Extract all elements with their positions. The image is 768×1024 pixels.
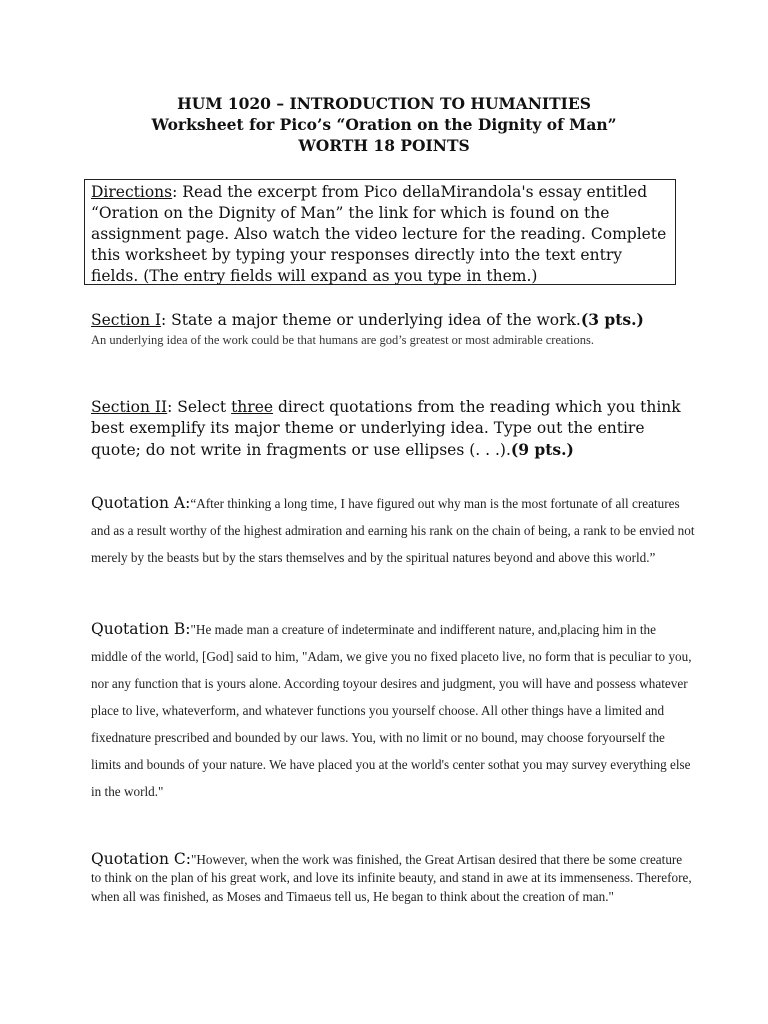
quotation-a [91, 490, 695, 571]
worksheet-header [0, 93, 768, 156]
directions-colon: : [172, 183, 178, 201]
section-2-points: (9 pts.) [510, 440, 574, 459]
course-title: HUM 1020 – INTRODUCTION TO HUMANITIES [177, 94, 591, 113]
section-2-prompt [91, 397, 691, 461]
section-1-label: Section I [91, 311, 162, 329]
quotation-b [91, 616, 695, 805]
quotation-b-answer-field[interactable]: "He made man a creature of indeterminate and indifferent nature, and,placing him in the middle of the world, [God] said to him, "Adam, we give you no fixed placeto live, no form that is peculiar to you, nor any function that is yours alone. According toyour desires and judgment, you will have and possess whatever place to live, whateverform, and whatever functions you yourself choose. All other things have a limited and fixednature prescribed and bounded by our laws. You, with no limit or no bound, may choose foryourself the limits and bounds of your nature. We have placed you at the world's center sothat you may survey everything else in the world." [91, 622, 692, 799]
section-1-text: : State a major theme or underlying idea of the work. [161, 311, 581, 329]
section-2-label: Section II [91, 398, 168, 416]
section-1-points: (3 pts.) [580, 310, 644, 329]
quotation-a-label: Quotation A: [91, 494, 191, 512]
worth-points: WORTH 18 POINTS [298, 136, 470, 155]
quotation-c-label: Quotation C: [91, 850, 192, 868]
directions-label: Directions [91, 183, 173, 201]
section-2-underlined: three [231, 398, 274, 416]
section-1-answer-field[interactable]: An underlying idea of the work could be that humans are god’s greatest or most admirable creations. [91, 333, 594, 347]
section-2-text-after: direct quotations from the reading which you think best exemplify its major theme or underlying idea. Type out the entire quote; do not write in fragments or use ellipses (. . .). [91, 398, 681, 459]
directions-box [84, 179, 676, 285]
worksheet-title: Worksheet for Pico’s “Oration on the Dignity of Man” [151, 115, 617, 134]
section-1-prompt [91, 309, 691, 331]
section-2-text-before: : Select [167, 398, 232, 416]
quotation-c-answer-field[interactable]: "However, when the work was finished, the Great Artisan desired that there be some creature to think on the plan of his great work, and love its infinite beauty, and stand in awe at its immenseness. Therefore, when all was finished, as Moses and Timaeus tell us, He began to think about the creation of man." [91, 852, 692, 904]
quotation-c [91, 850, 695, 906]
directions-text: Read the excerpt from Pico dellaMirandola's essay entitled “Oration on the Dignity of Man” the link for which is found on the assignment page. Also watch the video lecture for the reading. Complete this worksheet by typing your responses directly into the text entry fields. (The entry fields will expand as you type in them.) [91, 183, 667, 285]
quotation-a-answer-field[interactable]: “After thinking a long time, I have figured out why man is the most fortunate of all creatures and as a result worthy of the highest admiration and earning his rank on the chain of being, a rank to be envied not merely by the beasts but by the stars themselves and by the spiritual natures beyond and above this world.” [91, 496, 695, 565]
quotation-b-label: Quotation B: [91, 620, 191, 638]
